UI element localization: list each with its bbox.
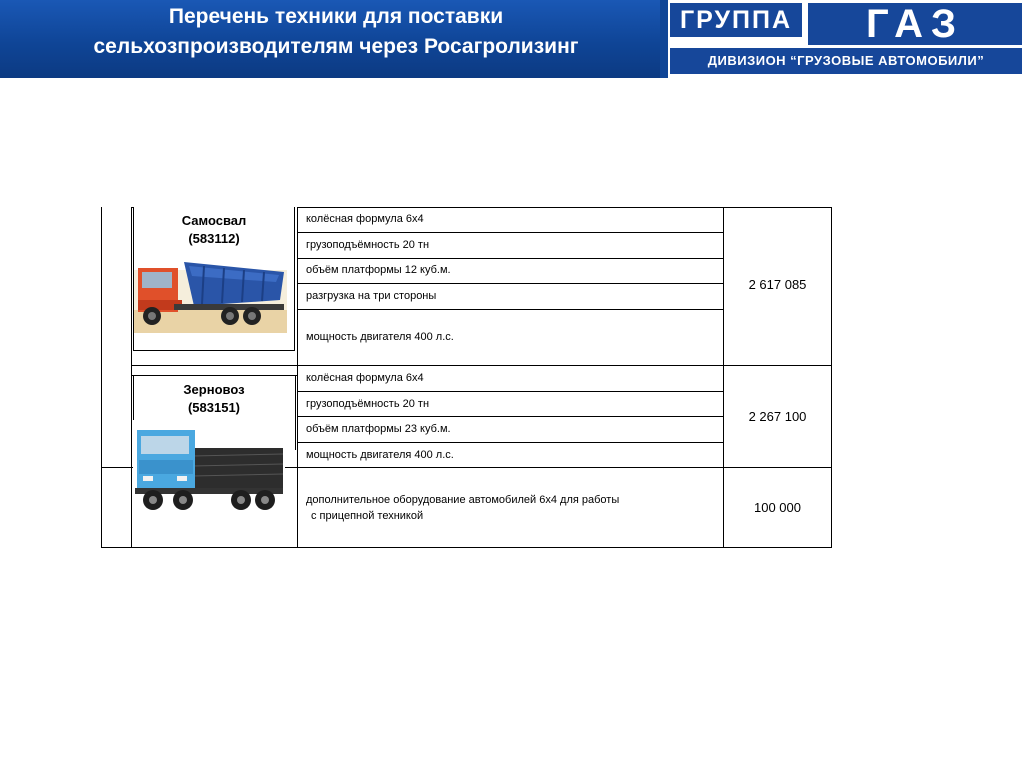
- extra-equipment-line-1: дополнительное оборудование автомобилей 6х4 для работы: [306, 494, 620, 506]
- vehicle-code: (583112): [188, 231, 240, 246]
- row-line-image2-top: [131, 375, 297, 376]
- spec-wheel-formula: колёсная формула 6х4: [306, 372, 424, 384]
- image-cell-border-bottom: [133, 350, 295, 351]
- spec-wheel-formula: колёсная формула 6х4: [306, 213, 424, 225]
- row-line: [297, 258, 723, 259]
- page-title: [0, 2, 672, 62]
- spec-engine-power: мощность двигателя 400 л.с.: [306, 331, 454, 343]
- row-line: [297, 309, 723, 310]
- grain-truck-illustration: [133, 420, 285, 518]
- row-line: [297, 232, 723, 233]
- spec-unloading: разгрузка на три стороны: [306, 290, 437, 302]
- image-cell-border-right: [294, 207, 295, 350]
- title-line-1: Перечень техники для поставки: [168, 5, 504, 28]
- price-grain-truck: 2 267 100: [748, 409, 807, 424]
- dump-truck-illustration: [134, 250, 287, 333]
- vehicle-code: (583151): [187, 400, 241, 415]
- grain-truck-image: [133, 420, 285, 518]
- row-line: [297, 442, 723, 443]
- spec-capacity: грузоподъёмность 20 тн: [306, 239, 430, 251]
- price-col-right: [831, 207, 832, 548]
- price-extra-equipment: 100 000: [754, 500, 801, 515]
- vehicle-name: Самосвал: [181, 213, 247, 228]
- row-line: [297, 416, 723, 417]
- row-line: [297, 283, 723, 284]
- spec-col-right: [723, 207, 724, 548]
- logo-group-text: ГРУППА: [670, 3, 802, 37]
- gaz-group-logo: [668, 0, 1024, 78]
- extra-equipment-line-2: с прицепной техникой: [311, 510, 424, 522]
- table-border-left-inner: [131, 207, 132, 548]
- logo-gaz-text: ГАЗ: [865, 2, 965, 46]
- row-line-top-left: [131, 207, 134, 208]
- row-line: [297, 391, 723, 392]
- spec-capacity: грузоподъёмность 20 тн: [306, 398, 430, 410]
- vehicle-name-dump-truck: [134, 212, 294, 248]
- price-dump-truck: 2 617 085: [748, 277, 807, 292]
- row-line-group: [131, 365, 832, 366]
- vehicle-name-grain-truck: [134, 381, 294, 417]
- spec-platform-volume: объём платформы 23 куб.м.: [306, 423, 451, 435]
- title-line-2: сельхозпроизводителям через Росагролизинг: [93, 35, 579, 58]
- image-cell2-border-right: [295, 376, 296, 450]
- spec-platform-volume: объём платформы 12 куб.м.: [306, 264, 451, 276]
- table-border-left-outer: [101, 207, 102, 548]
- logo-gaz-block: [808, 3, 1022, 45]
- logo-division-text: ДИВИЗИОН “ГРУЗОВЫЕ АВТОМОБИЛИ”: [670, 48, 1022, 74]
- header-banner: [0, 0, 1024, 78]
- spec-engine-power: мощность двигателя 400 л.с.: [306, 449, 454, 461]
- row-line-top: [297, 207, 832, 208]
- vehicle-name: Зерновоз: [183, 382, 245, 397]
- row-line-bottom: [101, 547, 832, 548]
- dump-truck-image: [134, 250, 287, 333]
